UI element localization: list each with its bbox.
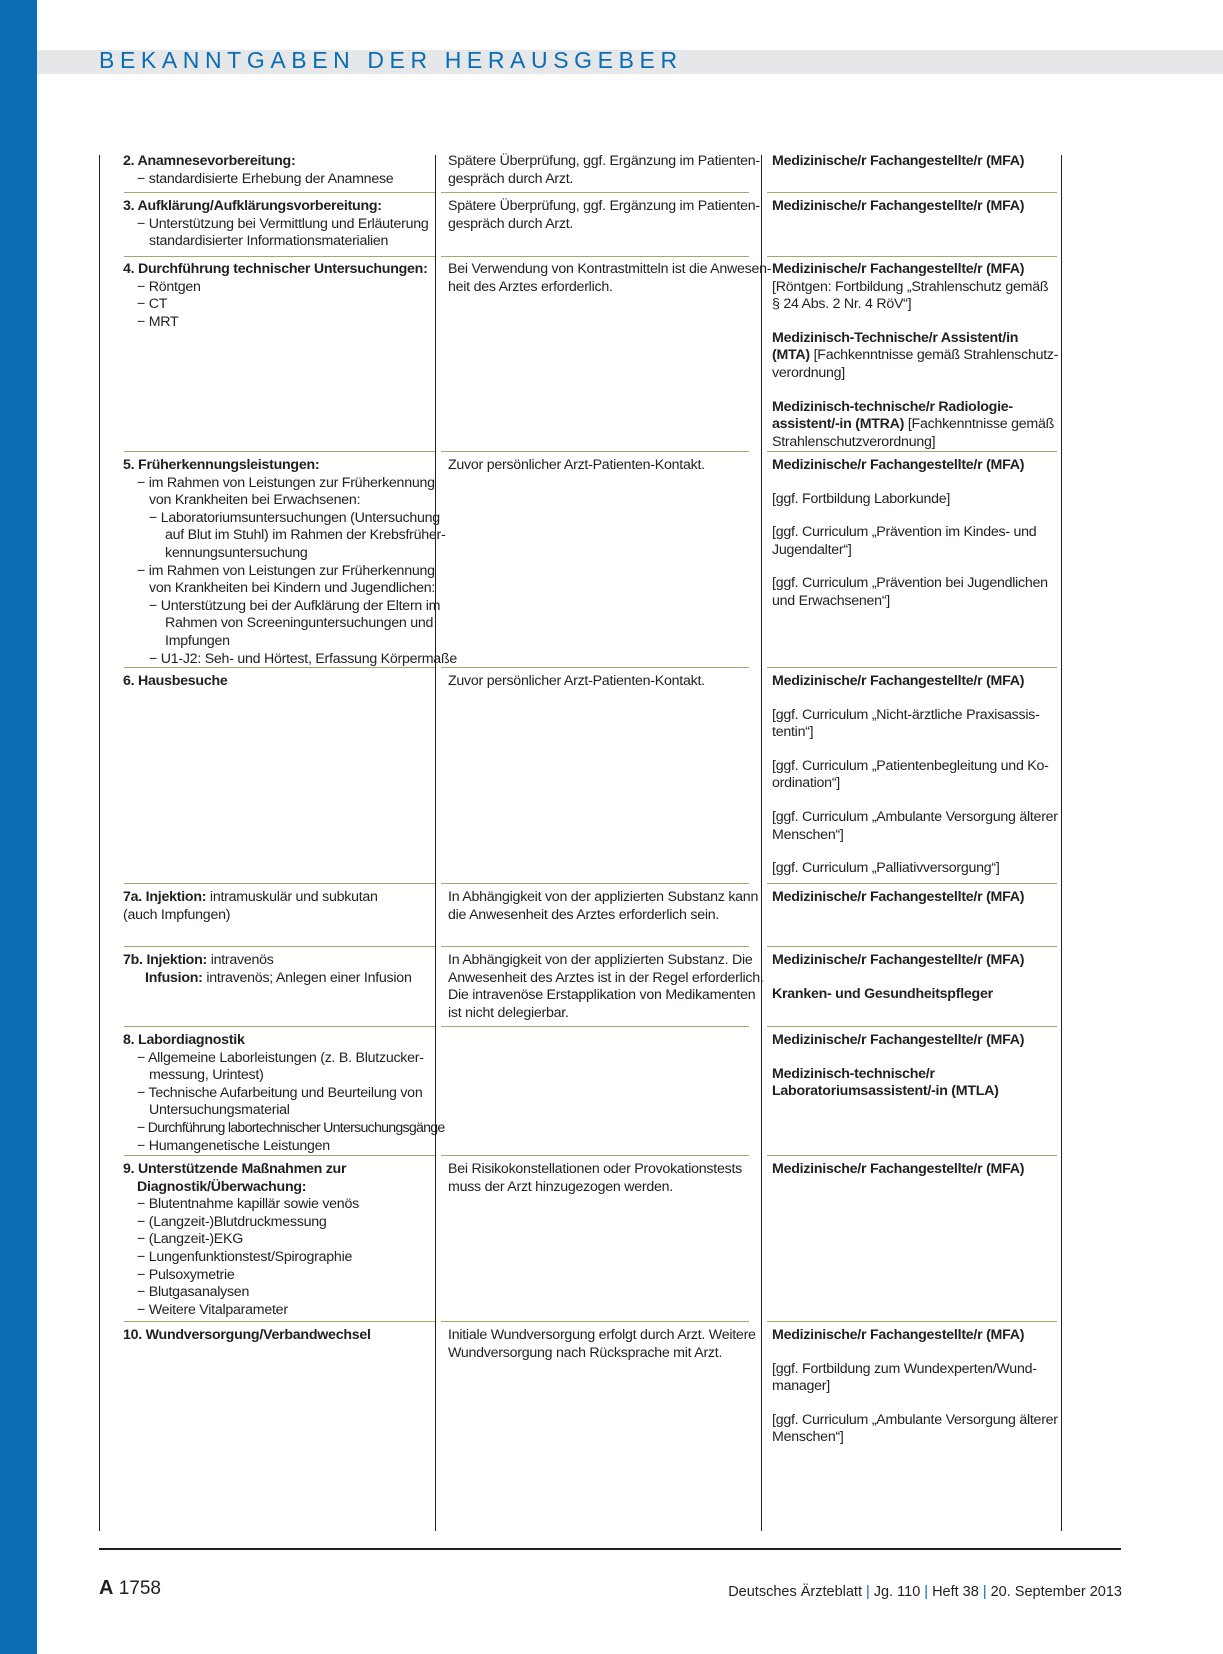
row-4-qualification: Medizinische/r Fachangestellte/r (MFA) [Röntgen: Fortbildung „Strahlenschutz gemäß § 24 Abs. 2 Nr. 4 RöV“] Medizinisch-Technische/r Assistent/in (MTA) [Fachkenntnisse gemäß Strahlenschutz- verordnung] Medizinisch-technische/r Radiologie- assistent/-in (MTRA) [Fachkenntnisse gemäß Strahlenschutzverordnung] bbox=[772, 261, 1059, 450]
row-7b-task: 7b. Injektion: intravenös Infusion: intravenös; Anlegen einer Infusion bbox=[123, 952, 412, 986]
row-5-task: 5. Früherkennungsleistungen: − im Rahmen von Leistungen zur Früherkennung von Krankheiten bei Erwachsenen: − Laboratoriumsuntersuchungen (Untersuchung auf Blut im Stuhl) im Rahmen der Krebsfrüher- kennungsuntersuchung − im Rahmen von Leistungen zur Früherkennung von Krankheiten bei Kindern und Jugendlichen: − Unterstützung bei der Aufklärung der Eltern im Rahmen von Screeninguntersuchungen und Impfungen − U1-J2: Seh- und Hörtest, Erfassung Körpermaße bbox=[123, 457, 458, 667]
row-separator bbox=[767, 256, 1057, 257]
row-separator bbox=[124, 1026, 435, 1027]
row-separator bbox=[767, 1321, 1057, 1322]
column-divider-1 bbox=[435, 155, 436, 1531]
row-separator bbox=[767, 946, 1057, 947]
publication-info: Deutsches Ärzteblatt | Jg. 110 | Heft 38 | 20. September 2013 bbox=[728, 1584, 1122, 1600]
row-5-conditions: Zuvor persönlicher Arzt-Patienten-Kontakt. bbox=[448, 457, 705, 473]
row-separator bbox=[124, 192, 435, 193]
row-7b-conditions: In Abhängigkeit von der applizierten Substanz. Die Anwesenheit des Arztes ist in der Regel erforderlich. Die intravenöse Erstapplikation von Medikamenten ist nicht delegierbar. bbox=[448, 952, 764, 1021]
row-separator bbox=[124, 883, 435, 884]
row-separator bbox=[441, 192, 749, 193]
row-7a-task: 7a. Injektion: intramuskulär und subkutan (auch Impfungen) bbox=[123, 889, 378, 923]
row-separator bbox=[441, 256, 749, 257]
row-2-qualification: Medizinische/r Fachangestellte/r (MFA) bbox=[772, 153, 1025, 169]
row-8-task: 8. Labordiagnostik − Allgemeine Laborleistungen (z. B. Blutzucker- messung, Urintest) − Technische Aufarbeitung und Beurteilung von Untersuchungsmaterial − Durchführung labortechnischer Untersuchungsgänge − Humangenetische Leistungen bbox=[123, 1032, 445, 1154]
row-separator bbox=[441, 883, 749, 884]
color-sidebar bbox=[0, 0, 37, 1654]
row-separator bbox=[441, 1155, 749, 1156]
row-6-qualification: Medizinische/r Fachangestellte/r (MFA) [ggf. Curriculum „Nicht-ärztliche Praxisassis- tentin“] [ggf. Curriculum „Patientenbegleitung und Ko- ordination“] [ggf. Curriculum „Ambulante Versorgung älterer Menschen“] [ggf. Curriculum „Palliativversorgung“] bbox=[772, 673, 1058, 877]
row-2-conditions: Spätere Überprüfung, ggf. Ergänzung im Patienten- gespräch durch Arzt. bbox=[448, 153, 760, 187]
row-9-task: 9. Unterstützende Maßnahmen zur Diagnostik/Überwachung: − Blutentnahme kapillär sowie venös − (Langzeit-)Blutdruckmessung − (Langzeit-)EKG − Lungenfunktionstest/Spirographie − Pulsoxymetrie − Blutgasanalysen − Weitere Vitalparameter bbox=[123, 1161, 359, 1318]
row-separator bbox=[124, 256, 435, 257]
row-10-task: 10. Wundversorgung/Verbandwechsel bbox=[123, 1327, 371, 1343]
row-separator bbox=[767, 1155, 1057, 1156]
row-separator bbox=[767, 883, 1057, 884]
row-separator bbox=[441, 1026, 749, 1027]
row-9-conditions: Bei Risikokonstellationen oder Provokationstests muss der Arzt hinzugezogen werden. bbox=[448, 1161, 742, 1195]
row-separator bbox=[767, 1026, 1057, 1027]
row-10-conditions: Initiale Wundversorgung erfolgt durch Arzt. Weitere Wundversorgung nach Rücksprache mit Arzt. bbox=[448, 1327, 756, 1361]
row-2-task: 2. Anamnesevorbereitung: − standardisierte Erhebung der Anamnese bbox=[123, 153, 394, 187]
row-separator bbox=[124, 451, 435, 452]
row-separator bbox=[767, 667, 1057, 668]
row-7b-qualification: Medizinische/r Fachangestellte/r (MFA) Kranken- und Gesundheitspfleger bbox=[772, 952, 1025, 1002]
row-5-qualification: Medizinische/r Fachangestellte/r (MFA) [ggf. Fortbildung Laborkunde] [ggf. Curriculum „Prävention im Kindes- und Jugendalter“] [ggf. Curriculum „Prävention bei Jugendlichen und Erwachsenen“] bbox=[772, 457, 1048, 609]
row-6-task: 6. Hausbesuche bbox=[123, 673, 228, 689]
row-separator bbox=[441, 451, 749, 452]
table-border-left bbox=[99, 155, 100, 1531]
table-bottom-rule bbox=[99, 1548, 1121, 1550]
row-8-qualification: Medizinische/r Fachangestellte/r (MFA) Medizinisch-technische/r Laboratoriumsassistent/-in (MTLA) bbox=[772, 1032, 1025, 1100]
row-separator bbox=[124, 946, 435, 947]
row-10-qualification: Medizinische/r Fachangestellte/r (MFA) [ggf. Fortbildung zum Wundexperten/Wund- manager] [ggf. Curriculum „Ambulante Versorgung älterer Menschen“] bbox=[772, 1327, 1058, 1446]
column-divider-2 bbox=[761, 155, 762, 1531]
section-header: BEKANNTGABEN DER HERAUSGEBER bbox=[99, 47, 683, 73]
delegation-table bbox=[99, 155, 1121, 1549]
row-9-qualification: Medizinische/r Fachangestellte/r (MFA) bbox=[772, 1161, 1025, 1177]
row-separator bbox=[767, 192, 1057, 193]
row-6-conditions: Zuvor persönlicher Arzt-Patienten-Kontakt. bbox=[448, 673, 705, 689]
row-3-qualification: Medizinische/r Fachangestellte/r (MFA) bbox=[772, 198, 1025, 214]
row-4-task: 4. Durchführung technischer Untersuchungen: − Röntgen − CT − MRT bbox=[123, 261, 428, 330]
row-separator bbox=[441, 1321, 749, 1322]
row-separator bbox=[441, 946, 749, 947]
row-separator bbox=[124, 1321, 435, 1322]
row-3-conditions: Spätere Überprüfung, ggf. Ergänzung im Patienten- gespräch durch Arzt. bbox=[448, 198, 760, 232]
page-number: A 1758 bbox=[99, 1577, 162, 1599]
row-3-task: 3. Aufklärung/Aufklärungsvorbereitung: − Unterstützung bei Vermittlung und Erläuterung standardisierter Informationsmaterialien bbox=[123, 198, 429, 250]
row-4-conditions: Bei Verwendung von Kontrastmitteln ist die Anwesen- heit des Arztes erforderlich. bbox=[448, 261, 772, 295]
row-separator bbox=[441, 667, 749, 668]
row-7a-conditions: In Abhängigkeit von der applizierten Substanz kann die Anwesenheit des Arztes erforderlich sein. bbox=[448, 889, 759, 923]
row-7a-qualification: Medizinische/r Fachangestellte/r (MFA) bbox=[772, 889, 1025, 905]
